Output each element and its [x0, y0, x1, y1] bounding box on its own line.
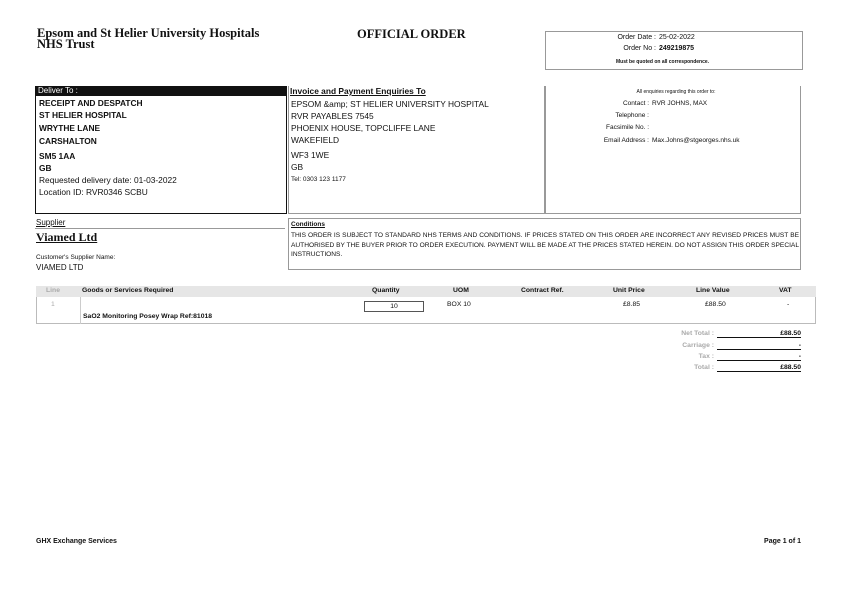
tax-label: Tax : [698, 353, 714, 360]
deliver-address-line: CARSHALTON [39, 136, 97, 146]
supplier-name: Viamed Ltd [36, 230, 98, 244]
contact-value: RVR JOHNS, MAX [652, 100, 708, 107]
net-total-value: £88.50 [717, 330, 801, 338]
invoice-address-line: WAKEFIELD [291, 135, 340, 145]
column-header-line-value: Line Value [696, 287, 730, 294]
order-number-label: Order No : [623, 45, 656, 52]
enquiries-box [545, 86, 801, 214]
supplier-divider [35, 228, 285, 229]
column-header-goods: Goods or Services Required [82, 287, 174, 294]
deliver-postcode: SM5 1AA [39, 151, 76, 161]
document-title: OFFICIAL ORDER [357, 27, 466, 41]
row-vat: - [787, 301, 790, 308]
tax-value: - [717, 353, 801, 361]
column-header-vat: VAT [779, 287, 792, 294]
enquiries-note: All enquiries regarding this order to: [636, 89, 716, 95]
column-header-quantity: Quantity [372, 287, 400, 294]
invoice-postcode: WF3 1WE [291, 150, 330, 160]
page-number: Page 1 of 1 [764, 538, 801, 545]
deliver-country: GB [39, 163, 52, 173]
location-id: Location ID: RVR0346 SCBU [39, 187, 148, 197]
customer-supplier-name: VIAMED LTD [36, 263, 84, 272]
row-line-value: £88.50 [705, 301, 726, 308]
carriage-label: Carriage : [682, 342, 714, 349]
order-date-label: Order Date : [617, 34, 656, 41]
total-value: £88.50 [717, 364, 801, 372]
conditions-box [288, 218, 801, 270]
organisation-name-line2: NHS Trust [37, 37, 95, 51]
net-total-label: Net Total : [681, 330, 714, 337]
fax-label: Facsimile No. : [606, 124, 649, 131]
order-info-box [545, 31, 803, 70]
column-divider [80, 297, 81, 324]
contact-label: Contact : [622, 100, 649, 107]
row-quantity: 10 [364, 301, 424, 312]
quote-note: Must be quoted on all correspondence. [616, 59, 710, 65]
deliver-to-box [35, 95, 287, 214]
column-header-line: Line [46, 287, 60, 294]
column-header-uom: UOM [453, 287, 469, 294]
invoice-country: GB [291, 162, 304, 172]
conditions-text: THIS ORDER IS SUBJECT TO STANDARD NHS TERMS AND CONDITIONS. IF PRICES STATED ON THIS ORDER ARE INCORRECT ANY REVISED PRICES MUST BE AUTHORISED BY THE BUYER PRIOR TO ORDER EXECUTION. PAYMENT WILL BE MADE AT THE PRICES STATED HEREIN. DO NOT ASSIGN THIS ORDER SPECIAL INSTRUCTIONS. [291, 232, 799, 258]
deliver-address-line: WRYTHE LANE [39, 123, 101, 133]
deliver-to-heading: Deliver To : [35, 86, 287, 95]
carriage-value: - [717, 342, 801, 350]
column-header-contract: Contract Ref. [521, 287, 564, 294]
email-label: Email Address : [603, 137, 649, 144]
invoice-address-line: EPSOM &amp; ST HELIER UNIVERSITY HOSPITAL [291, 99, 489, 109]
order-number-value: 249219875 [659, 45, 695, 52]
customer-supplier-name-label: Customer's Supplier Name: [36, 254, 116, 261]
invoice-address-line: RVR PAYABLES 7545 [291, 111, 374, 121]
organisation-name-line1: Epsom and St Helier University Hospitals [37, 26, 260, 40]
column-header-unit-price: Unit Price [613, 287, 645, 294]
footer-left: GHX Exchange Services [36, 538, 117, 545]
row-uom: BOX 10 [447, 301, 471, 308]
total-label: Total : [694, 364, 714, 371]
supplier-heading: Supplier [36, 218, 66, 227]
invoice-telephone: Tel: 0303 123 1177 [291, 176, 346, 183]
row-line-number: 1 [51, 301, 55, 308]
conditions-heading: Conditions [291, 221, 325, 228]
table-row [36, 297, 816, 324]
telephone-label: Telephone : [615, 112, 649, 119]
organisation-name [37, 28, 307, 50]
order-date-value: 25-02-2022 [659, 34, 695, 41]
email-value: Max.Johns@stgeorges.nhs.uk [652, 137, 740, 144]
requested-delivery-date: Requested delivery date: 01-03-2022 [39, 175, 177, 185]
invoice-box [288, 86, 545, 214]
deliver-address-line: RECEIPT AND DESPATCH [39, 98, 143, 108]
line-items-header [36, 286, 816, 297]
row-unit-price: £8.85 [623, 301, 641, 308]
invoice-heading: Invoice and Payment Enquiries To [290, 86, 426, 96]
row-description: SaO2 Monitoring Posey Wrap Ref:81018 [83, 313, 213, 320]
invoice-address-line: PHOENIX HOUSE, TOPCLIFFE LANE [291, 123, 436, 133]
deliver-address-line: ST HELIER HOSPITAL [39, 110, 127, 120]
